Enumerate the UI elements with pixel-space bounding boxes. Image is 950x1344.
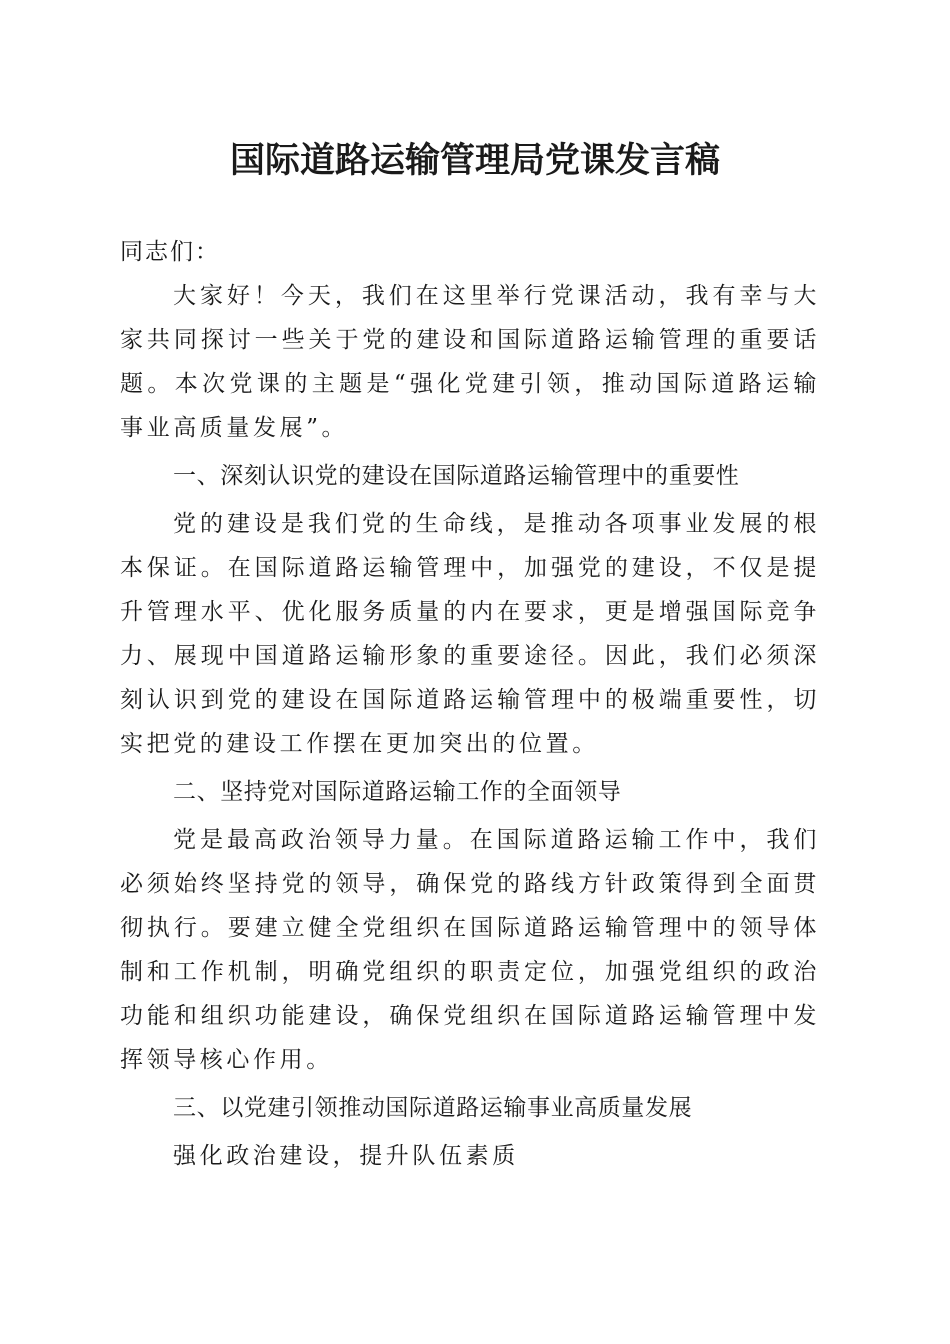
section-2-paragraph: 党是最高政治领导力量。在国际道路运输工作中，我们必须始终坚持党的领导，确保党的路线方针政策得到全面贯彻执行。要建立健全党组织在国际道路运输管理中的领导体制和工作机制，明确党组织的职责定位，加强党组织的政治功能和组织功能建设，确保党组织在国际道路运输管理中发挥领导核心作用。 xyxy=(120,827,820,1073)
section-3-heading: 三、以党建引领推动国际道路运输事业高质量发展 xyxy=(173,1095,693,1121)
intro-paragraph: 大家好！今天，我们在这里举行党课活动，我有幸与大家共同探讨一些关于党的建设和国际道路运输管理的重要话题。本次党课的主题是“强化党建引领，推动国际道路运输事业高质量发展”。 xyxy=(120,283,820,441)
section-2-heading: 二、坚持党对国际道路运输工作的全面领导 xyxy=(173,779,622,805)
document-body xyxy=(120,230,820,1178)
section-1-heading: 一、深刻认识党的建设在国际道路运输管理中的重要性 xyxy=(173,463,740,489)
section-1-paragraph: 党的建设是我们党的生命线，是推动各项事业发展的根本保证。在国际道路运输管理中，加强党的建设，不仅是提升管理水平、优化服务质量的内在要求，更是增强国际竞争力、展现中国道路运输形象的重要途径。因此，我们必须深刻认识到党的建设在国际道路运输管理中的极端重要性，切实把党的建设工作摆在更加突出的位置。 xyxy=(120,511,820,757)
greeting: 同志们： xyxy=(120,239,220,265)
section-3-paragraph: 强化政治建设，提升队伍素质 xyxy=(173,1143,519,1169)
document-title: 国际道路运输管理局党课发言稿 xyxy=(229,140,720,181)
